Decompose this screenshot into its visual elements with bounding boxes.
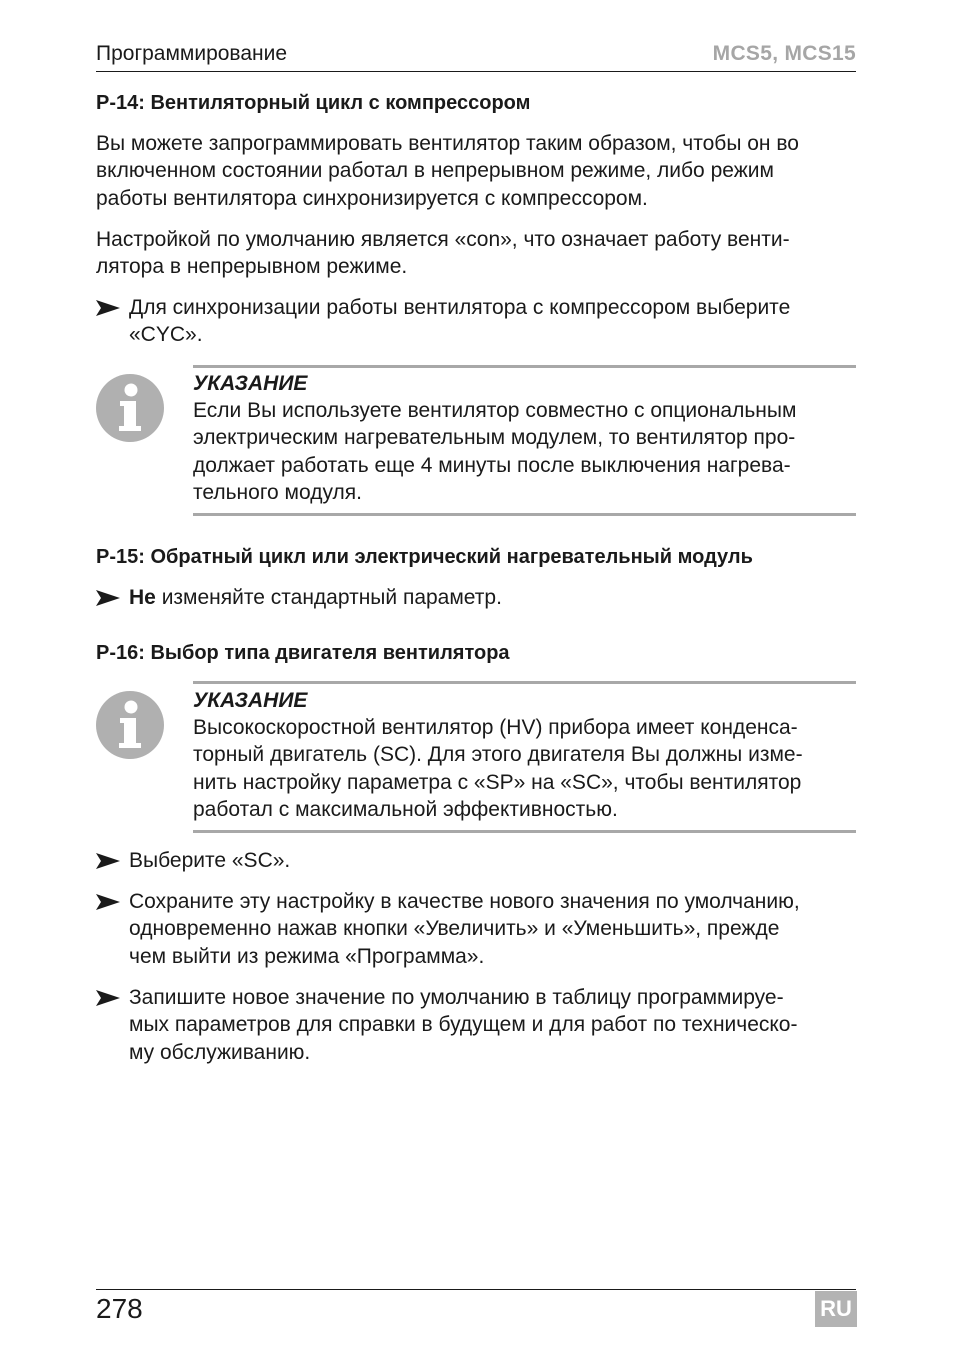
text-line: работы вентилятора синхронизируется с компрессором. [96, 186, 648, 210]
page-number: 278 [96, 1293, 143, 1324]
arrow-bullet-icon [96, 984, 124, 1006]
p14-heading: P-14: Вентиляторный цикл с компрессором [96, 92, 531, 114]
text-line: Настройкой по умолчанию является «con», что означает работу венти- [96, 228, 790, 251]
text-line: включенном состоянии работал в непрерывном режиме, либо режим [96, 159, 774, 183]
text-line: работал с максимальной эффективностью. [193, 797, 618, 821]
text-line: электрическим нагревательным модулем, то вентилятор про- [193, 426, 796, 450]
arrow-bullet-icon [96, 847, 124, 869]
text-line: нить настройку параметра с «SP» на «SC», чтобы вентилятор [193, 770, 802, 794]
text-line: Вы можете запрограммировать вентилятор таким образом, чтобы он во [96, 132, 799, 155]
text-line: тельного модуля. [193, 480, 362, 504]
p16-heading: P-16: Выбор типа двигателя вентилятора [96, 642, 510, 664]
info-icon [96, 691, 164, 759]
text-line: Высокоскоростной вентилятор (HV) прибора имеет конденса- [193, 716, 798, 739]
header-model-name: MCS5, MCS15 [712, 42, 856, 65]
header-divider [96, 71, 856, 72]
note-title: УКАЗАНИЕ [193, 372, 308, 395]
footer-divider [96, 1289, 856, 1290]
text-line: одновременно нажав кнопки «Увеличить» и «Уменьшить», прежде [129, 917, 780, 941]
note-text [193, 714, 856, 823]
header-section-title: Программирование [96, 42, 288, 65]
p15-bullet [96, 584, 856, 611]
text-line: лятора в непрерывном режиме. [96, 255, 408, 279]
arrow-bullet-icon [96, 294, 124, 316]
text-line: должает работать еще 4 минуты после выключения нагрева- [193, 453, 791, 477]
p16-bullet-2 [96, 888, 856, 970]
note-text [193, 397, 856, 506]
text-line: «CYC». [129, 323, 203, 347]
text-line: Запишите новое значение по умолчанию в таблицу программируе- [129, 986, 784, 1009]
text-line: мых параметров для справки в будущем и для работ по техническо- [129, 1013, 798, 1037]
text-line: торный двигатель (SC). Для этого двигателя Вы должны изме- [193, 743, 803, 767]
p15-heading: P-15: Обратный цикл или электрический нагревательный модуль [96, 546, 753, 568]
emphasis-text: Не [129, 586, 156, 609]
text-line: му обслуживанию. [129, 1040, 311, 1064]
text-line: чем выйти из режима «Программа». [129, 944, 485, 968]
bullet-text: изменяйте стандартный параметр. [155, 586, 502, 609]
p14-paragraph-1 [96, 130, 856, 212]
text-line: Сохраните эту настройку в качестве нового значения по умолчанию, [129, 890, 800, 913]
note-title: УКАЗАНИЕ [193, 689, 308, 712]
p16-bullet-3 [96, 984, 856, 1066]
note-top-rule [193, 681, 856, 684]
arrow-bullet-icon [96, 888, 124, 910]
p14-paragraph-2 [96, 226, 856, 281]
arrow-bullet-icon [96, 584, 124, 606]
note-top-rule [193, 365, 856, 368]
note-bottom-rule [193, 830, 856, 833]
text-line: Выберите «SC». [129, 849, 291, 872]
p16-bullet-1 [96, 847, 856, 874]
text-line: Если Вы используете вентилятор совместно с опциональным [193, 399, 797, 422]
text-line: Для синхронизации работы вентилятора с компрессором выберите [129, 296, 791, 319]
language-badge: RU [815, 1291, 857, 1327]
note-bottom-rule [193, 513, 856, 516]
p14-bullet [96, 294, 856, 349]
info-icon [96, 374, 164, 442]
